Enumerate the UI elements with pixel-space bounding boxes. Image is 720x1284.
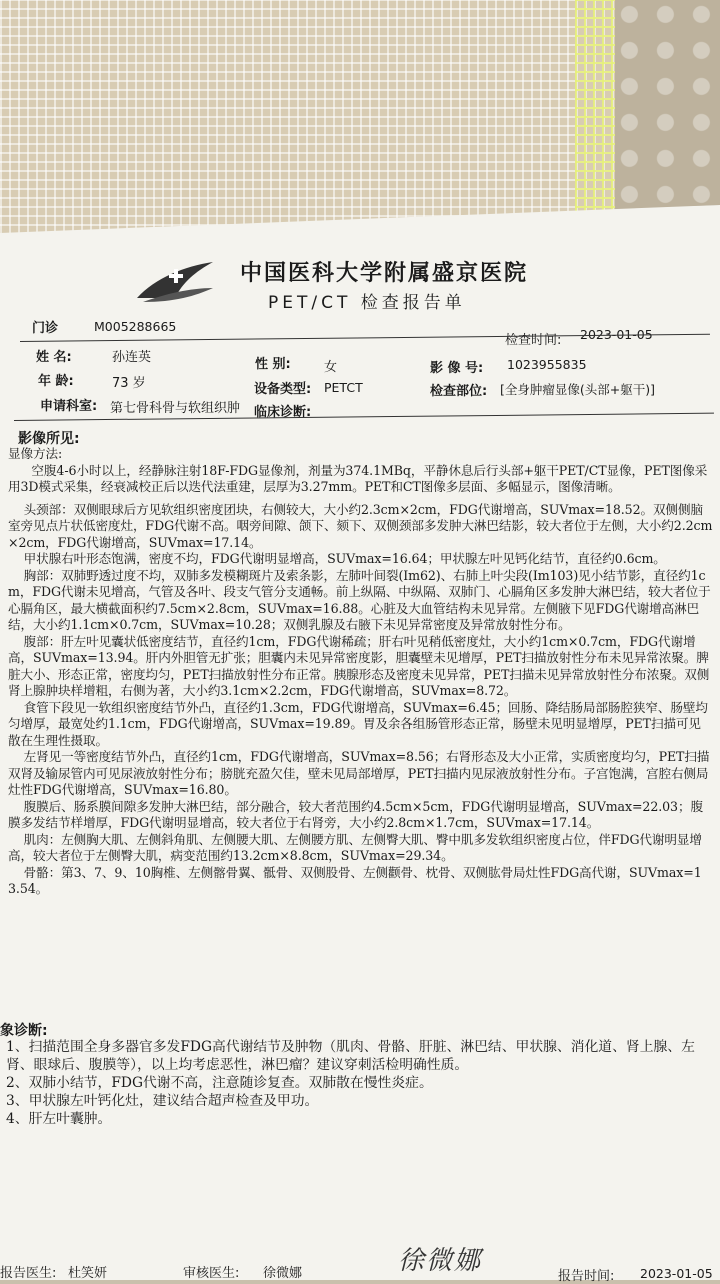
patient-name: 孙连英: [112, 350, 152, 365]
name-label: 姓 名:: [36, 350, 72, 365]
findings-paragraph: 肌肉：左侧胸大肌、左侧斜角肌、左侧腰大肌、左侧腰方肌、左侧臀大肌、臀中肌多发软组织密度占位，伴FDG代谢明显增高，较大者位于左侧臀大肌，病变范围约13.2cm×8.8cm，SUVmax=29.34。: [8, 831, 702, 863]
report-time: 2023-01-05: [640, 1266, 713, 1281]
findings-paragraph: 腹膜后、肠系膜间隙多发肿大淋巴结，部分融合，较大者范围约4.5cm×5cm，FDG代谢明显增高，SUVmax=22.03；腹膜多发结节样增厚，FDG代谢明显增高，较大者位于右肾旁，大小约2.8cm×1.7cm，SUVmax=17.14。: [8, 798, 703, 830]
diagnosis-item: 3、甲状腺左叶钙化灶，建议结合超声检查及甲功。: [6, 1093, 319, 1109]
reviewer-name: 徐微娜: [263, 1266, 303, 1281]
clinical-diagnosis-label: 临床诊断:: [254, 405, 312, 420]
reviewer-label: 审核医生:: [183, 1266, 240, 1281]
diagnosis-item: 4、肝左叶囊肿。: [6, 1111, 112, 1127]
findings-paragraph: 头颈部：双侧眼球后方见软组织密度团块，右侧较大，大小约2.3cm×2cm，FDG代谢增高，SUVmax=18.52。双侧侧脑室旁见点片状低密度灶，FDG代谢不高。咽旁间隙、颌下、颏下、双侧颈部多发肿大淋巴结影，较大者位于左侧，大小约2.2cm×2cm，FDG代谢增高，SUVmax=17.14。: [8, 501, 713, 550]
reporter-label: 报告医生:: [0, 1266, 57, 1281]
report-title: PET/CT 检查报告单: [268, 293, 466, 313]
exam-time-label: 检查时间:: [505, 333, 562, 348]
diagnosis-heading: 象诊断:: [0, 1023, 48, 1039]
dept-label: 门诊: [32, 321, 59, 336]
exam-part-label: 检查部位:: [430, 384, 488, 399]
image-number: 1023955835: [507, 357, 587, 372]
background-yellow-mesh: [575, 0, 619, 235]
device-label: 设备类型:: [254, 382, 312, 397]
applicant-label: 申请科室:: [40, 399, 98, 414]
patient-sex: 女: [324, 360, 338, 375]
age-label: 年 龄:: [38, 374, 74, 389]
background-lace: [615, 0, 720, 235]
exam-part: [全身肿瘤显像(头部+躯干)]: [500, 382, 655, 397]
findings-paragraph: 胸部：双肺野透过度不均，双肺多发模糊斑片及索条影，左肺叶间裂(Im62)、右肺上叶尖段(Im103)见小结节影，直径约1cm，FDG代谢未见增高，气管及各叶、段支气管分支通畅。前上纵隔、中纵隔、双肺门、心膈角区多发肿大淋巴结，较大者位于心膈角区，最大横截面积约7.5cm×2.8cm，SUVmax=16.88。心脏及大血管结构未见异常。左侧腋下见FDG代谢增高淋巴结，大小约1.1cm×0.7cm，SUVmax=10.28；双侧乳腺及右腋下未见异常密度及异常放射性分布。: [8, 567, 711, 632]
diagnosis-body: [6, 1038, 716, 1128]
findings-paragraph: 骨骼：第3、7、9、10胸椎、左侧髂骨翼、骶骨、双侧股骨、左侧颧骨、枕骨、双侧肱骨局灶性FDG高代谢，SUVmax=13.54。: [8, 864, 702, 896]
diagnosis-item: 1、扫描范围全身多器官多发FDG高代谢结节及肿物（肌肉、骨骼、肝脏、淋巴结、甲状腺、消化道、肾上腺、左肾、眼球后、腹膜等），以上均考虑恶性，淋巴瘤？建议穿刺活检明确性质。: [6, 1039, 695, 1073]
hospital-logo-icon: [135, 258, 215, 304]
findings-paragraph: 食管下段见一软组织密度结节外凸，直径约1.3cm，FDG代谢增高，SUVmax=6.45；回肠、降结肠局部肠腔狭窄、肠壁均匀增厚，最宽处约1.1cm，FDG代谢增高，SUVmax=19.89。胃及余各组肠管形态正常，肠壁未见明显增厚，PET扫描可见散在生理性摄取。: [8, 699, 708, 748]
device-type: PETCT: [324, 380, 363, 395]
findings-paragraph: 显像方法:: [8, 446, 63, 461]
findings-paragraph: 左肾见一等密度结节外凸，直径约1cm，FDG代谢增高，SUVmax=8.56；右肾形态及大小正常，实质密度均匀，PET扫描双肾及输尿管内可见尿液放射性分布；膀胱充盈欠佳，壁未见局部增厚，PET扫描内见尿液放射性分布。子宫饱满，宫腔右侧局灶性FDG代谢增高，SUVmax=16.80。: [8, 749, 710, 797]
hospital-name: 中国医科大学附属盛京医院: [240, 261, 529, 286]
record-number: M005288665: [94, 319, 177, 334]
diagnosis-item: 2、双肺小结节，FDG代谢不高，注意随诊复查。双肺散在慢性炎症。: [6, 1075, 433, 1091]
findings-heading: 影像所见:: [18, 431, 80, 447]
findings-paragraph: 腹部：肝左叶见囊状低密度结节，直径约1cm，FDG代谢稀疏；肝右叶见稍低密度灶，大小约1cm×0.7cm，FDG代谢增高，SUVmax=13.94。肝内外胆管无扩张；胆囊内未见异常密度影，胆囊壁未见增厚，PET扫描放射性分布未见异常浓聚。脾脏大小、形态正常，密度均匀，PET扫描放射性分布正常。胰腺形态及密度未见异常，PET扫描未见异常放射性分布浓聚。双侧肾上腺肿块样增粗，右侧为著，大小约3.1cm×2.2cm，FDG代谢增高，SUVmax=8.72。: [8, 633, 710, 698]
image-no-label: 影 像 号:: [430, 361, 484, 376]
findings-paragraph: 空腹4-6小时以上，经静脉注射18F-FDG显像剂，剂量为374.1MBq，平静休息后行头部+躯干PET/CT显像，PET图像采用3D模式采集，经衰减校正后以迭代法重建，层厚为3.27mm。PET和CT图像多层面、多幅显示，图像清晰。: [8, 462, 708, 494]
findings-body: [8, 446, 713, 898]
report-time-label: 报告时间:: [558, 1269, 615, 1284]
patient-age: 73 岁: [112, 376, 146, 391]
exam-time: 2023-01-05: [580, 327, 653, 342]
findings-paragraph: 甲状腺右叶形态饱满，密度不均，FDG代谢明显增高，SUVmax=16.64；甲状腺左叶见钙化结节，直径约0.6cm。: [8, 551, 666, 566]
applicant-dept: 第七骨科骨与软组织肿: [110, 401, 241, 416]
reporter-name: 杜笑妍: [68, 1266, 108, 1281]
handwritten-signature: 徐微娜: [398, 1246, 483, 1276]
sex-label: 性 别:: [255, 357, 291, 372]
